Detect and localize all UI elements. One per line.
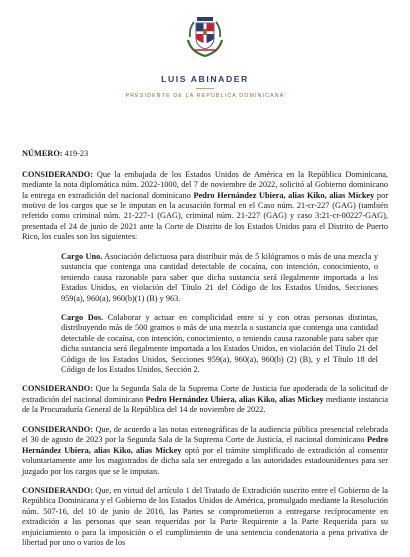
- paragraph-text: optó por el trámite simplificado de extradición al consentir voluntariamente ante los magistrados de dicha sala ser entregado a las autoridades estadounidenses para ser juzgado por los cargos que se le imputan.: [22, 445, 388, 476]
- charge-lead: Cargo Dos.: [61, 312, 104, 322]
- considerando-paragraph: [22, 384, 388, 415]
- charge-two-paragraph: [61, 313, 378, 376]
- letterhead: [0, 14, 410, 99]
- paragraph-lead: CONSIDERANDO:: [22, 169, 93, 179]
- paragraph-text: Que la embajada de los Estados Unidos de América en la República Dominicana, mediante la nota diplomática núm. 2022-1000, del 7 de noviembre de 2022, solicitó al Gobierno dominicano la entrega en extradición del nacional dominicano: [22, 169, 388, 200]
- paragraph-text: por motivo de los cargos que se le imputan en la acusación formal en el Caso núm. 21-cr-227 (GAG) (también referido como criminal núm. 21-227-1 (GAG), criminal núm. 21-227 (GAG) y caso 3:21-cr-00227-GAG), presentada el 24 de junio de 2021 ante la Corte de Distrito de los Estados Unidos para el Distrito de Puerto Rico, los cuales son los siguientes:: [22, 190, 388, 242]
- paragraph-text: Que, en virtud del artículo 1 del Tratado de Extradición suscrito entre el Gobierno de la República Dominicana y el Gobierno de los Estados Unidos de América, promulgado mediante la Resolución núm. 507-16, del 10 de junio de 2016, las Partes se comprometieron a entregarse recíprocamente en extradición a las personas que sean requeridas por la Parte Requirente a la Parte Requerida para su enjuiciamiento o para la imposición o el cumplimiento de una sentencia condenatoria a pena privativa de libertad por uno o varios de los: [22, 485, 388, 548]
- coat-of-arms-icon: [185, 14, 225, 58]
- decree-number-value: 419-23: [64, 149, 89, 158]
- charge-text: Colaborar y actuar en complicidad entre sí y con otras personas distintas, distribuyendo más de 500 gramos o más de una mezcla o sustancia que contenga una cantidad detectable de cocaína, con intención, conocimiento, o teniendo causa razonable para saber que dicha sustancia será ilegalmente importada a los Estados Unidos, en violación del Título 21 del Código de los Estados Unidos, Secciones 959(a), 960(a), 960(b) (2) (B), y el Título 18 del Código de los Estados Unidos, Sección 2.: [61, 312, 378, 375]
- considerando-paragraph: [22, 425, 388, 477]
- defendant-name: Pedro Hernández Ubiera, alias Kiko, alias Mickey: [145, 394, 324, 404]
- defendant-name: Pedro Hernández Ubiera, alias Kiko, alias Mickey: [22, 435, 388, 455]
- decree-body: [22, 149, 388, 557]
- paragraph-lead: CONSIDERANDO:: [22, 485, 93, 495]
- letterhead-name: LUIS ABINADER: [161, 74, 249, 84]
- charge-text: Asociación delictuosa para distribuir más de 5 kilógramos o más de una mezcla y sustancia que contenga una cantidad detectable de cocaína, con intención, conocimiento, o teniendo causa razonable para saber que dicha sustancia será ilegalmente importada a los Estados Unidos, en violación del Título 21 del Código de los Estados Unidos, Secciones 959(a), 960(a), 960(b)(1) (B) y 963.: [61, 251, 378, 303]
- paragraph-text: Que la Segunda Sala de la Suprema Corte de Justicia fue apoderada de la solicitud de extradición del nacional dominicano: [22, 384, 388, 404]
- paragraph-text: mediante instancia de la Procuraduría General de la República del 14 de noviembre de 2022.: [22, 394, 389, 415]
- charge-one-paragraph: [61, 252, 378, 304]
- letterhead-divider: [196, 88, 214, 89]
- charge-lead: Cargo Uno.: [61, 251, 103, 261]
- considerando-paragraph: [22, 486, 388, 549]
- decree-number: [22, 149, 388, 159]
- defendant-name: Pedro Hernández Ubiera, alias Kiko, alias Mickey: [193, 190, 375, 200]
- paragraph-text: Que, de acuerdo a las notas estenográficas de la audiencia pública presencial celebrada el 30 de agosto de 2023 por la Segunda Sala de la Suprema Corte de Justicia, el nacional dominicano: [22, 424, 388, 445]
- considerando-paragraph: [22, 170, 388, 243]
- paragraph-lead: CONSIDERANDO:: [22, 384, 93, 394]
- decree-number-label: NÚMERO:: [22, 149, 63, 158]
- letterhead-office: PRESIDENTE DE LA REPÚBLICA DOMINICANA: [125, 93, 285, 99]
- paragraph-lead: CONSIDERANDO:: [22, 424, 93, 434]
